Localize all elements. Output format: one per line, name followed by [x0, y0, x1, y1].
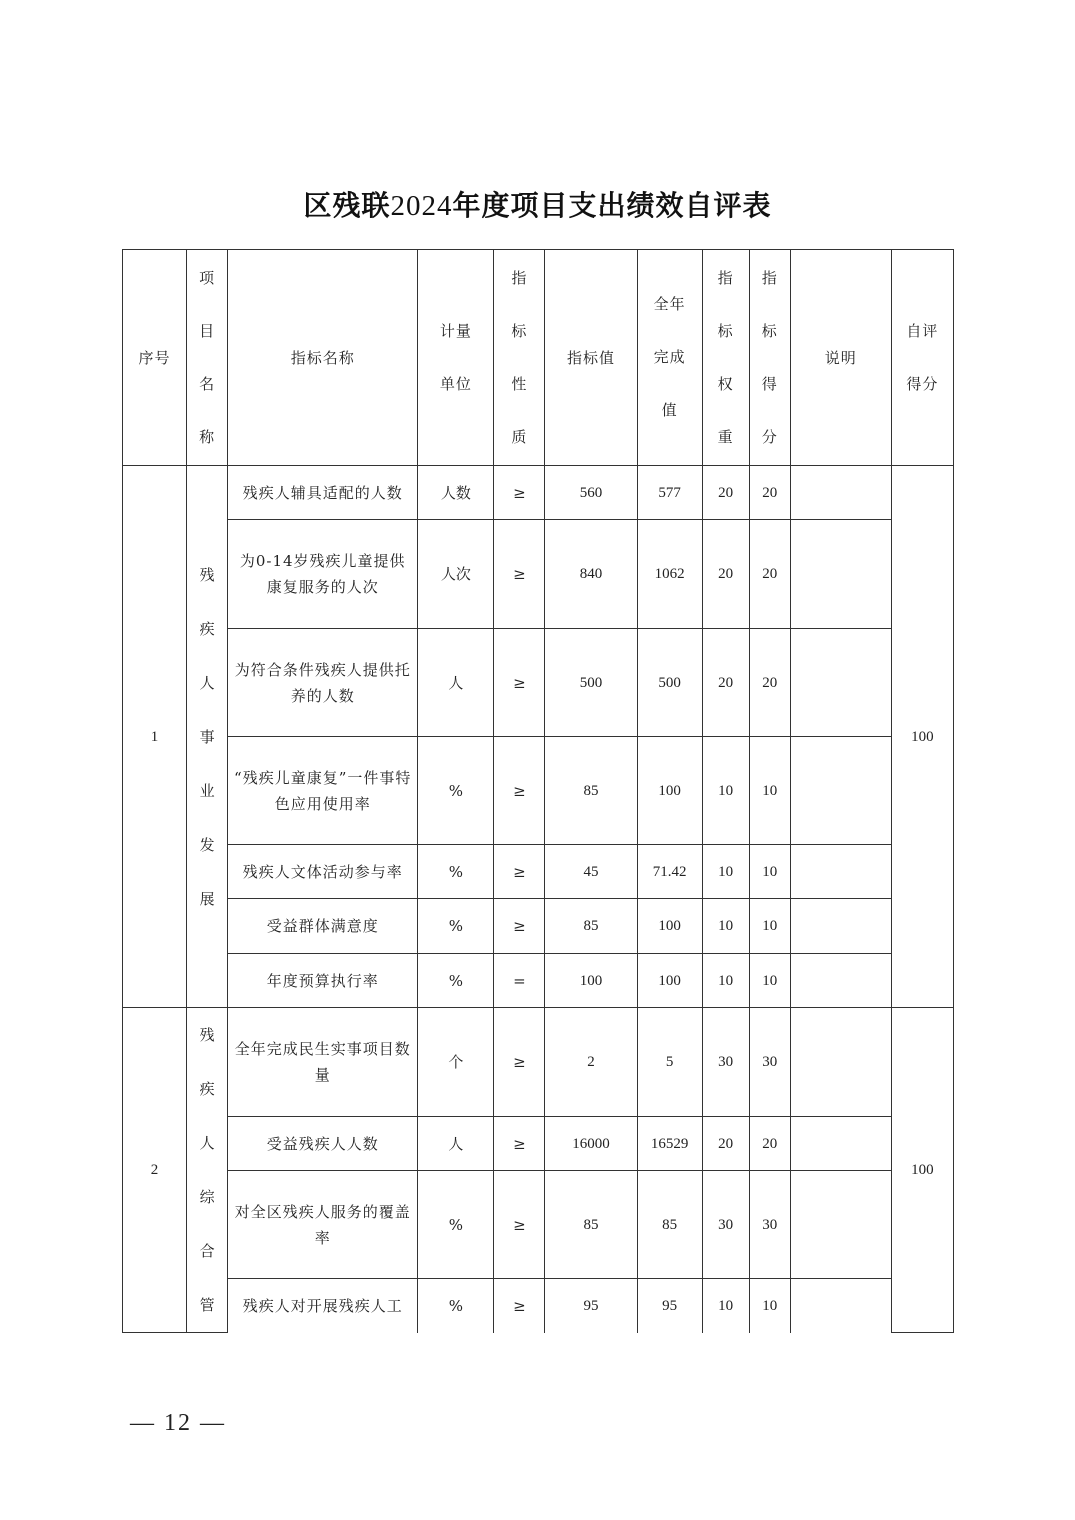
- table-row: [123, 845, 954, 899]
- actual-cell: 100: [637, 737, 702, 845]
- header-target: 指标值: [545, 250, 637, 466]
- actual-cell: 16529: [637, 1117, 702, 1171]
- project-seq: 2: [123, 1008, 187, 1333]
- table-row: [123, 954, 954, 1008]
- nature-cell: ≥: [494, 1117, 545, 1171]
- table-row: [123, 737, 954, 845]
- target-cell: 100: [545, 954, 637, 1008]
- indicator-name: 残疾人对开展残疾人工: [228, 1279, 418, 1333]
- header-note: 说明: [790, 250, 891, 466]
- indicator-name: “残疾儿童康复”一件事特色应用使用率: [228, 737, 418, 845]
- table-row: [123, 1117, 954, 1171]
- score-cell: 20: [749, 629, 790, 737]
- header-actual: 全年完成值: [637, 250, 702, 466]
- nature-cell: ≥: [494, 629, 545, 737]
- note-cell: [790, 899, 891, 954]
- weight-cell: 20: [702, 629, 749, 737]
- unit-cell: 个: [418, 1008, 494, 1117]
- note-cell: [790, 466, 891, 520]
- note-cell: [790, 954, 891, 1008]
- actual-cell: 100: [637, 954, 702, 1008]
- header-indicator: 指标名称: [228, 250, 418, 466]
- score-cell: 20: [749, 1117, 790, 1171]
- weight-cell: 10: [702, 737, 749, 845]
- page-number: — 12 —: [130, 1410, 226, 1436]
- note-cell: [790, 1279, 891, 1333]
- note-cell: [790, 629, 891, 737]
- score-cell: 10: [749, 737, 790, 845]
- project-name: 残疾人事业发展: [187, 466, 228, 1008]
- indicator-name: 受益群体满意度: [228, 899, 418, 954]
- score-cell: 30: [749, 1008, 790, 1117]
- target-cell: 45: [545, 845, 637, 899]
- note-cell: [790, 1171, 891, 1279]
- table-row: [123, 520, 954, 629]
- header-seq: 序号: [123, 250, 187, 466]
- weight-cell: 10: [702, 845, 749, 899]
- indicator-name: 年度预算执行率: [228, 954, 418, 1008]
- nature-cell: =: [494, 954, 545, 1008]
- note-cell: [790, 520, 891, 629]
- header-weight: 指标权重: [702, 250, 749, 466]
- nature-cell: ≥: [494, 737, 545, 845]
- indicator-name: 受益残疾人人数: [228, 1117, 418, 1171]
- page-title: 区残联2024年度项目支出绩效自评表: [303, 189, 772, 222]
- indicator-name: 残疾人文体活动参与率: [228, 845, 418, 899]
- nature-cell: ≥: [494, 1279, 545, 1333]
- unit-cell: 人数: [418, 466, 494, 520]
- nature-cell: ≥: [494, 1008, 545, 1117]
- nature-cell: ≥: [494, 899, 545, 954]
- table-row: [123, 1171, 954, 1279]
- table-row: [123, 899, 954, 954]
- actual-cell: 500: [637, 629, 702, 737]
- header-self-score: 自评得分: [891, 250, 953, 466]
- indicator-name: 对全区残疾人服务的覆盖率: [228, 1171, 418, 1279]
- project-seq: 1: [123, 466, 187, 1008]
- unit-cell: 人次: [418, 520, 494, 629]
- actual-cell: 95: [637, 1279, 702, 1333]
- unit-cell: %: [418, 845, 494, 899]
- target-cell: 85: [545, 899, 637, 954]
- header-score: 指标得分: [749, 250, 790, 466]
- actual-cell: 85: [637, 1171, 702, 1279]
- self-score-cell: 100: [891, 466, 953, 1008]
- indicator-name: 为符合条件残疾人提供托养的人数: [228, 629, 418, 737]
- weight-cell: 20: [702, 1117, 749, 1171]
- target-cell: 16000: [545, 1117, 637, 1171]
- unit-cell: 人: [418, 1117, 494, 1171]
- weight-cell: 30: [702, 1171, 749, 1279]
- performance-table: [122, 249, 954, 1333]
- note-cell: [790, 737, 891, 845]
- weight-cell: 10: [702, 899, 749, 954]
- unit-cell: %: [418, 1171, 494, 1279]
- target-cell: 95: [545, 1279, 637, 1333]
- header-unit: 计量单位: [418, 250, 494, 466]
- score-cell: 20: [749, 520, 790, 629]
- target-cell: 560: [545, 466, 637, 520]
- header-nature: 指标性质: [494, 250, 545, 466]
- unit-cell: %: [418, 1279, 494, 1333]
- nature-cell: ≥: [494, 845, 545, 899]
- table-row: [123, 629, 954, 737]
- score-cell: 30: [749, 1171, 790, 1279]
- actual-cell: 5: [637, 1008, 702, 1117]
- indicator-name: 残疾人辅具适配的人数: [228, 466, 418, 520]
- table-row: [123, 466, 954, 520]
- project-name: 残疾人综合管: [187, 1008, 228, 1333]
- indicator-name: 全年完成民生实事项目数量: [228, 1008, 418, 1117]
- unit-cell: 人: [418, 629, 494, 737]
- weight-cell: 20: [702, 520, 749, 629]
- weight-cell: 30: [702, 1008, 749, 1117]
- nature-cell: ≥: [494, 520, 545, 629]
- note-cell: [790, 1117, 891, 1171]
- table-row: [123, 1279, 954, 1333]
- table-row: [123, 1008, 954, 1117]
- nature-cell: ≥: [494, 1171, 545, 1279]
- score-cell: 10: [749, 1279, 790, 1333]
- actual-cell: 1062: [637, 520, 702, 629]
- nature-cell: ≥: [494, 466, 545, 520]
- weight-cell: 10: [702, 954, 749, 1008]
- indicator-name: 为0-14岁残疾儿童提供康复服务的人次: [228, 520, 418, 629]
- actual-cell: 577: [637, 466, 702, 520]
- header-row: [123, 250, 954, 466]
- target-cell: 500: [545, 629, 637, 737]
- actual-cell: 71.42: [637, 845, 702, 899]
- score-cell: 20: [749, 466, 790, 520]
- score-cell: 10: [749, 845, 790, 899]
- actual-cell: 100: [637, 899, 702, 954]
- note-cell: [790, 845, 891, 899]
- unit-cell: %: [418, 737, 494, 845]
- score-cell: 10: [749, 954, 790, 1008]
- note-cell: [790, 1008, 891, 1117]
- score-cell: 10: [749, 899, 790, 954]
- target-cell: 85: [545, 1171, 637, 1279]
- target-cell: 85: [545, 737, 637, 845]
- weight-cell: 20: [702, 466, 749, 520]
- header-project: 项目名称: [187, 250, 228, 466]
- weight-cell: 10: [702, 1279, 749, 1333]
- self-score-cell: 100: [891, 1008, 953, 1333]
- target-cell: 2: [545, 1008, 637, 1117]
- target-cell: 840: [545, 520, 637, 629]
- unit-cell: %: [418, 899, 494, 954]
- unit-cell: %: [418, 954, 494, 1008]
